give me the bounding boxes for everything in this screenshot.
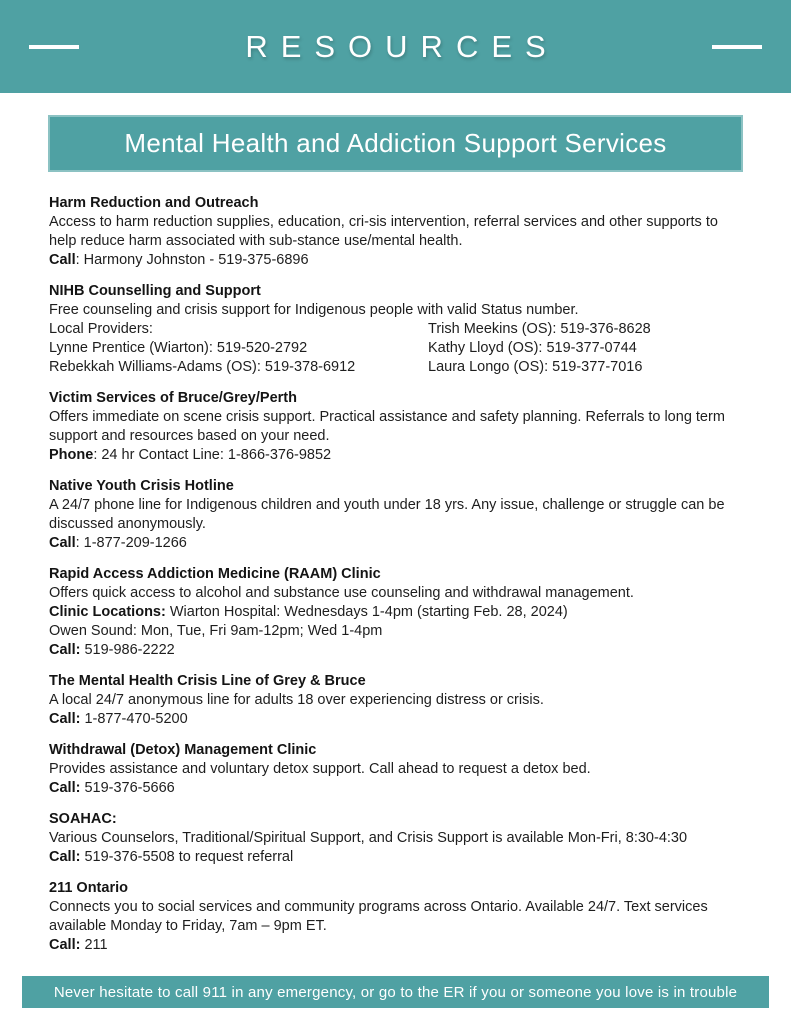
- section-banner-title: Mental Health and Addiction Support Services: [124, 128, 667, 158]
- provider-entry: Lynne Prentice (Wiarton): 519-520-2792: [49, 340, 308, 356]
- contact-label: Call: [49, 252, 76, 268]
- contact-label: Phone: [49, 447, 94, 463]
- line-text: 1-877-470-5200: [80, 711, 188, 727]
- resource-line: [49, 358, 742, 377]
- line-text: 519-376-5508 to request referral: [80, 849, 294, 865]
- resource-line: [49, 829, 742, 848]
- resource-list: [0, 172, 791, 955]
- resource-line: [49, 936, 742, 955]
- line-text: Connects you to social services and community programs across Ontario. Available 24/7. Text services available Monday to Friday, 7am – 9pm ET.: [49, 899, 708, 934]
- provider-entry: Laura Longo (OS): 519-377-7016: [428, 359, 643, 375]
- line-text: Owen Sound: Mon, Tue, Fri 9am-12pm; Wed 1-4pm: [49, 623, 383, 639]
- resource-title: NIHB Counselling and Support: [49, 283, 261, 299]
- contact-label: Call:: [49, 937, 81, 953]
- resource-title: Native Youth Crisis Hotline: [49, 478, 234, 494]
- contact-label: Call:: [49, 711, 81, 727]
- resource-section: [49, 879, 742, 955]
- line-text: Provides assistance and voluntary detox support. Call ahead to request a detox bed.: [49, 761, 591, 777]
- resource-line: [49, 584, 742, 603]
- contact-label: Call:: [49, 642, 81, 658]
- provider-entry: Local Providers:: [49, 321, 153, 337]
- resource-section: [49, 672, 742, 729]
- section-banner: [48, 115, 743, 172]
- resource-title: Harm Reduction and Outreach: [49, 195, 259, 211]
- resource-section: [49, 389, 742, 465]
- provider-entry: Rebekkah Williams-Adams (OS): 519-378-6912: [49, 359, 356, 375]
- resource-title: Withdrawal (Detox) Management Clinic: [49, 742, 317, 758]
- line-text: Free counseling and crisis support for Indigenous people with valid Status number.: [49, 302, 579, 318]
- resource-section: [49, 565, 742, 660]
- resource-section: [49, 282, 742, 377]
- resource-title: Rapid Access Addiction Medicine (RAAM) Clinic: [49, 566, 381, 582]
- line-text: Wiarton Hospital: Wednesdays 1-4pm (starting Feb. 28, 2024): [165, 604, 568, 620]
- footer-banner: [22, 976, 769, 1008]
- resource-section: [49, 477, 742, 553]
- contact-label: Clinic Locations:: [49, 604, 166, 620]
- line-text: Access to harm reduction supplies, education, cri-sis intervention, referral services and other supports to help reduce harm associated with sub-stance use/mental health.: [49, 214, 718, 249]
- resource-line: [49, 339, 742, 358]
- resource-line: [49, 898, 742, 936]
- resource-line: [49, 320, 742, 339]
- contact-label: Call: [49, 535, 76, 551]
- resource-line: [49, 301, 742, 320]
- provider-entry: Kathy Lloyd (OS): 519-377-0744: [428, 340, 637, 356]
- resource-line: [49, 408, 742, 446]
- resource-line: [49, 641, 742, 660]
- line-text: : Harmony Johnston - 519-375-6896: [75, 252, 309, 268]
- contact-label: Call:: [49, 780, 81, 796]
- resource-title: Victim Services of Bruce/Grey/Perth: [49, 390, 297, 406]
- resource-line: [49, 779, 742, 798]
- resource-title: The Mental Health Crisis Line of Grey & Bruce: [49, 673, 366, 689]
- provider-entry: Trish Meekins (OS): 519-376-8628: [428, 321, 651, 337]
- resource-section: [49, 194, 742, 270]
- resource-line: [49, 848, 742, 867]
- resource-line: [49, 603, 742, 622]
- footer-message: Never hesitate to call 911 in any emergency, or go to the ER if you or someone you love is in trouble: [53, 983, 738, 1001]
- line-text: 211: [80, 937, 108, 953]
- line-text: A local 24/7 anonymous line for adults 18 over experiencing distress or crisis.: [49, 692, 544, 708]
- resource-line: [49, 534, 742, 553]
- line-text: 519-376-5666: [80, 780, 175, 796]
- page-title: RESOURCES: [245, 28, 559, 64]
- right-dash-icon: [712, 45, 762, 49]
- line-text: Various Counselors, Traditional/Spiritual Support, and Crisis Support is available Mon-Fri, 8:30-4:30: [49, 830, 688, 846]
- resource-section: [49, 810, 742, 867]
- resource-line: [49, 710, 742, 729]
- line-text: : 24 hr Contact Line: 1-866-376-9852: [93, 447, 332, 463]
- resource-line: [49, 251, 742, 270]
- resource-line: [49, 496, 742, 534]
- line-text: : 1-877-209-1266: [75, 535, 187, 551]
- resource-title: SOAHAC:: [49, 811, 117, 827]
- resource-title: 211 Ontario: [49, 880, 128, 896]
- resource-line: [49, 213, 742, 251]
- resource-line: [49, 622, 742, 641]
- left-dash-icon: [29, 45, 79, 49]
- resource-section: [49, 741, 742, 798]
- line-text: Offers immediate on scene crisis support. Practical assistance and safety planning. Referrals to long term support and resources based on your need.: [49, 409, 725, 444]
- resource-line: [49, 760, 742, 779]
- line-text: Offers quick access to alcohol and substance use counseling and withdrawal management.: [49, 585, 634, 601]
- resource-line: [49, 446, 742, 465]
- top-banner: [0, 0, 791, 93]
- line-text: 519-986-2222: [80, 642, 175, 658]
- resource-line: [49, 691, 742, 710]
- line-text: A 24/7 phone line for Indigenous children and youth under 18 yrs. Any issue, challenge or struggle can be discussed anonymously.: [49, 497, 725, 532]
- contact-label: Call:: [49, 849, 81, 865]
